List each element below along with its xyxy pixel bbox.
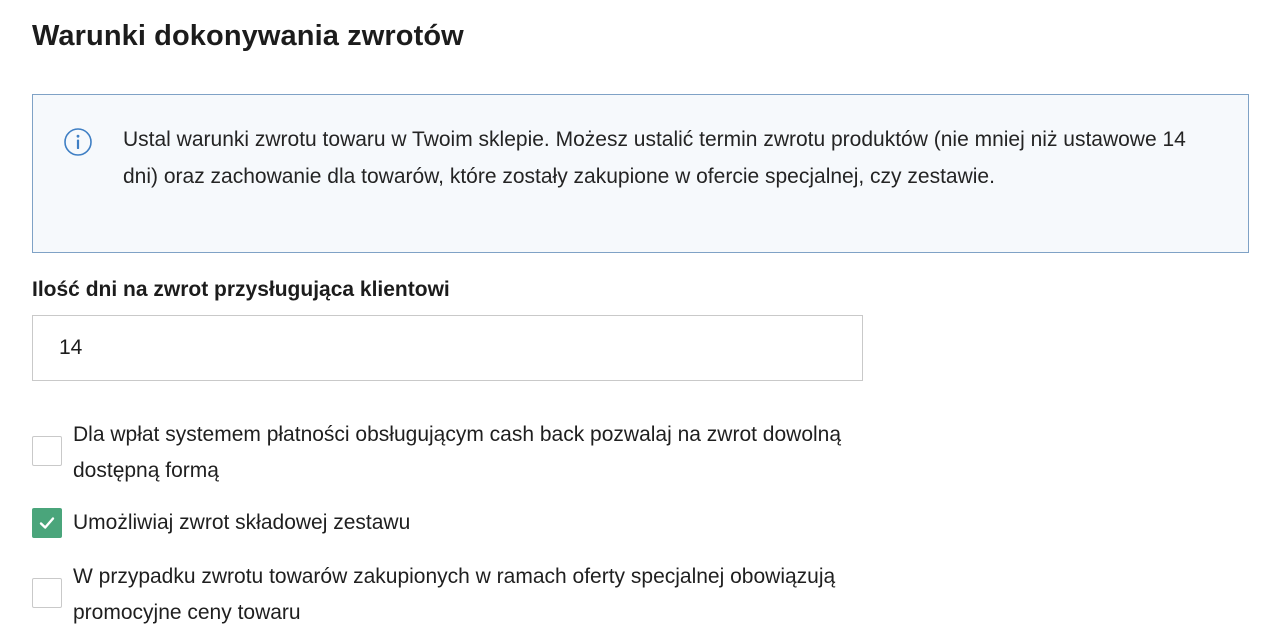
return-days-input[interactable] (32, 315, 863, 381)
checkbox-promo[interactable] (32, 578, 62, 608)
option-cashback-any-form[interactable] (32, 417, 852, 489)
info-box (32, 94, 1249, 253)
info-text: Ustal warunki zwrotu towaru w Twoim sklepie. Możesz ustalić termin zwrotu produktów (nie mniej niż ustawowe 14 dni) oraz zachowanie dla towarów, które zostały zakupione w ofercie specjalnej, czy zestawie. (123, 128, 1186, 188)
check-icon (37, 513, 57, 533)
section-title: Warunki dokonywania zwrotów (32, 20, 464, 52)
checkbox-label: W przypadku zwrotu towarów zakupionych w ramach oferty specjalnej obowiązują promocyjne ceny towaru (73, 565, 836, 624)
checkbox-cashback[interactable] (32, 436, 62, 466)
option-promo-prices[interactable] (32, 559, 852, 631)
info-icon (63, 127, 93, 157)
return-days-label: Ilość dni na zwrot przysługująca klientowi (32, 278, 450, 301)
option-bundle-component-return[interactable] (32, 505, 852, 541)
checkbox-label: Umożliwiaj zwrot składowej zestawu (73, 511, 411, 534)
checkbox-bundle[interactable] (32, 508, 62, 538)
checkbox-label: Dla wpłat systemem płatności obsługującym cash back pozwalaj na zwrot dowolną dostępną formą (73, 423, 842, 482)
